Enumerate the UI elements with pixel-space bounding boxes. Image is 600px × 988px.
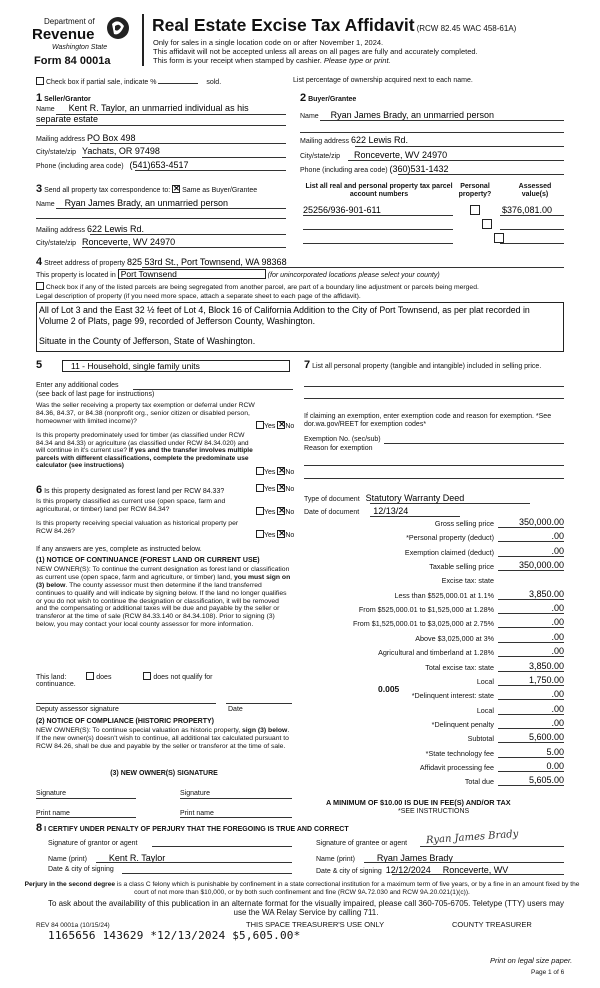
s5-q2b: If yes and the transfer involves multiple parcels with different classifications, complete the predominate use calculator (see instructions)	[36, 447, 253, 470]
owner-signature-2[interactable]	[180, 798, 292, 799]
s3-city-label: City/state/zip	[36, 240, 77, 247]
yes-label: Yes	[264, 423, 276, 430]
s5-q2a: Is this property predominately used for timber (as classified under RCW 84.34 and 84.33) or agriculture (as classified under RCW 84.34.020) and will continue in it's current use?	[36, 432, 249, 455]
s3-name-label: Name	[36, 201, 55, 208]
seller-city[interactable]: Yachats, OR 97498	[82, 146, 160, 156]
dept-line1: Department of	[44, 17, 95, 26]
s6-q1: Is this property designated as forest land per RCW 84.33?	[44, 488, 225, 495]
s4-located-label: This property is located in	[36, 272, 116, 279]
yes-label: Yes	[264, 509, 276, 516]
wa-logo-icon	[106, 14, 130, 44]
partial-sold-label: sold.	[206, 79, 222, 86]
yes-label: Yes	[264, 469, 276, 476]
s5-number: 5	[36, 359, 43, 371]
exemption-no-label: Exemption No. (sec/sub)	[304, 436, 381, 443]
notice2-c: . If the new owner(s) doesn't wish to continue, all additional tax calculated pursuant to RCW 84.26, shall be due and payable by the seller or transferor at the time of sale.	[36, 727, 290, 750]
deputy-date-label: Date	[228, 706, 243, 713]
calc-label: *State technology fee	[425, 748, 494, 758]
assessed-value-1[interactable]: $376,081.00	[502, 205, 553, 215]
grantor-signature-line[interactable]	[152, 846, 292, 847]
s4-check-text: Check box if any of the listed parcels are being segregated from another parcel, are part of a boundary line adjustment or parcels being merged.	[45, 284, 479, 291]
sig-label-1: Signature	[36, 790, 66, 797]
calc-value[interactable]: 3,850.00	[498, 589, 564, 600]
continuance-label: continuance.	[36, 681, 76, 688]
buyer-phone[interactable]: (360)531-1432	[389, 164, 449, 174]
calc-label: Affidavit processing fee	[419, 762, 494, 772]
form-title: Real Estate Excise Tax Affidavit	[152, 15, 415, 35]
calc-label: Less than $525,000.01 at 1.1%	[394, 590, 494, 600]
same-as-buyer-checkbox[interactable]	[172, 185, 180, 193]
document-date[interactable]: 12/13/24	[373, 506, 409, 516]
exemption-note: If claiming an exemption, enter exemption code and reason for exemption. *See dor.wa.gov/REET for exemption codes*	[304, 413, 552, 429]
s1-name-label: Name	[36, 106, 55, 113]
dor-logo	[30, 14, 130, 70]
calc-value[interactable]: .00	[498, 617, 564, 628]
correspondence-mail[interactable]: 622 Lewis Rd.	[86, 224, 145, 234]
grantee-sig-label: Signature of grantee or agent	[316, 840, 408, 847]
doc-date-label: Date of document	[304, 509, 360, 516]
calc-value[interactable]: 5,605.00	[498, 775, 564, 786]
document-type[interactable]: Statutory Warranty Deed	[365, 493, 465, 503]
no-label: No	[285, 532, 295, 539]
calc-label: *Personal property (deduct)	[406, 533, 494, 543]
calc-value[interactable]: 5.00	[498, 747, 564, 758]
property-street-address[interactable]: 825 53rd St., Port Townsend, WA 98368	[126, 257, 287, 267]
calc-value[interactable]: .00	[498, 603, 564, 614]
notice1-title: (1) NOTICE OF CONTINUANCE (FOREST LAND OR CURRENT USE)	[36, 557, 260, 564]
calc-label: *Delinquent interest: state	[411, 691, 494, 701]
legal-description-text: All of Lot 3 and the East 32 ½ feet of Lot 4, Block 16 of California Addition to the City of Port Townsend, as per plat recorded in Volume 2 of Plats, page 99, recorded of Jefferson County, Washington.	[39, 305, 530, 326]
s6-ifany: If any answers are yes, complete as instructed below.	[36, 546, 202, 553]
no-label: No	[285, 509, 295, 516]
assessed-header: Assessed value(s)	[518, 183, 552, 199]
personal-prop-checkbox-2[interactable]	[482, 219, 492, 229]
grantor-date-label: Date & city of signing	[48, 866, 114, 873]
s7-text: List all personal property (tangible and intangible) included in selling price.	[312, 363, 542, 370]
s3-same-label: Same as Buyer/Grantee	[182, 187, 258, 194]
no-label: No	[285, 486, 295, 493]
buyer-name[interactable]: Ryan James Brady, an unmarried person	[330, 110, 495, 120]
grantee-signature-line[interactable]	[420, 846, 564, 847]
county-treasurer-label: COUNTY TREASURER	[452, 920, 532, 929]
calc-value[interactable]: .00	[498, 632, 564, 643]
grantee-print-name[interactable]: Ryan James Brady	[376, 853, 453, 863]
calc-label: Exemption claimed (deduct)	[404, 547, 494, 557]
correspondence-city[interactable]: Ronceverte, WV 24970	[82, 237, 176, 247]
calc-value[interactable]: 1,750.00	[498, 675, 564, 686]
calc-label: From $1,525,000.01 to $3,025,000 at 2.75%	[352, 619, 494, 629]
s5-q2-yes[interactable]	[256, 467, 264, 475]
calc-label: Gross selling price	[434, 519, 494, 528]
s6-q1-yes[interactable]	[256, 484, 264, 492]
print-label-1: Print name	[36, 810, 70, 817]
print-label-2: Print name	[180, 810, 214, 817]
s1-number: 1	[36, 92, 43, 104]
s6-q1-no[interactable]	[277, 484, 285, 492]
perjury-text: is a class C felony which is punishable by confinement in a state correctional institution for a maximum term of five years, or by a fine in an amount fixed by the court of not more than $10,000, or by both such confinement and fine (RCW 9A.72.030 and RCW 9A.20.021(1)(c)).	[115, 881, 580, 896]
yes-label: Yes	[264, 532, 276, 539]
s6-q3: Is this property receiving special valuation as historical property per RCW 84.26?	[36, 520, 239, 535]
header-note3b: Please type or print.	[323, 56, 391, 65]
no-label: No	[285, 469, 295, 476]
alt-format-note: To ask about the availability of this publication in an alternate format for the visually impaired, please call 360-705-6705. Teletype (TTY) users may use the WA Relay Service by calling 711.	[47, 899, 565, 917]
calc-label: Local	[476, 676, 494, 686]
grantor-sig-label: Signature of grantor or agent	[48, 840, 138, 847]
seller-phone[interactable]: (541)653-4517	[129, 160, 189, 170]
grantor-print-name[interactable]: Kent R. Taylor	[108, 853, 166, 863]
header-note3: This form is your receipt when stamped by cashier.	[153, 56, 322, 65]
header-divider	[142, 14, 144, 66]
notice2-a: NEW OWNER(S): To continue special valuation as historic property,	[36, 727, 242, 734]
personal-prop-header: Personal property?	[458, 183, 492, 199]
notice2-b: sign (3) below	[242, 727, 288, 734]
s5-q1-yes[interactable]	[256, 421, 264, 429]
s8-number: 8	[36, 822, 43, 834]
grantee-date-label: Date & city of signing	[316, 868, 382, 875]
calc-label: Total excise tax: state	[425, 662, 494, 672]
grantee-city[interactable]: Ronceverte, WV	[442, 865, 509, 875]
deputy-label: Deputy assessor signature	[36, 706, 119, 713]
seller-mailing-address[interactable]: PO Box 498	[86, 133, 136, 143]
land-does-label: does	[96, 674, 112, 681]
s6-q2: Is this property classified as current use (open space, farm and agricultural, or timber) land per RCW 84.34?	[36, 498, 226, 513]
s6-q2-yes[interactable]	[256, 507, 264, 515]
deputy-signature-line[interactable]	[36, 703, 216, 704]
s4-number: 4	[36, 256, 43, 268]
s5-q1-no[interactable]	[277, 421, 285, 429]
calc-label: From $525,000.01 to $1,525,000 at 1.28%	[358, 605, 494, 615]
calc-label: Above $3,025,000 at 3%	[415, 633, 494, 643]
location-select[interactable]: Port Townsend	[118, 269, 266, 279]
land-does-checkbox[interactable]	[86, 672, 94, 680]
see-instructions: *SEE INSTRUCTIONS	[398, 808, 470, 815]
partial-sale-checkbox[interactable]	[36, 77, 44, 85]
grantee-signature: Ryan James Brady	[425, 828, 519, 847]
minimum-due-note: A MINIMUM OF $10.00 IS DUE IN FEE(S) AND/OR TAX	[326, 798, 511, 807]
s2-name-label: Name	[300, 113, 319, 120]
calc-label: Taxable selling price	[429, 562, 494, 572]
s2-mail-label: Mailing address	[300, 138, 350, 145]
s5-q1: Was the seller receiving a property tax exemption or deferral under RCW 84.36, 84.37, or 84.38 (nonprofit org., senior citizen or disabled person, homeowner with limited income)?	[36, 402, 255, 425]
grantor-date-line[interactable]	[122, 873, 292, 874]
s5-q2-no[interactable]	[277, 467, 285, 475]
calc-value[interactable]: 350,000.00	[498, 517, 564, 528]
deputy-date-line[interactable]	[226, 703, 292, 704]
partial-percent-field[interactable]	[158, 83, 198, 84]
land-not-qualify-label: does not qualify for	[153, 674, 213, 681]
grantee-name-label: Name (print)	[316, 856, 355, 863]
s1-mail-label: Mailing address	[36, 136, 86, 143]
s6-q2-no[interactable]	[277, 507, 285, 515]
s1-city-label: City/state/zip	[36, 149, 77, 156]
header-note2: This affidavit will not be accepted unless all areas on all pages are fully and accurately completed.	[153, 47, 478, 56]
s1-phone-label: Phone (including area code)	[36, 163, 124, 170]
legal-description-box[interactable]	[36, 302, 564, 352]
add-codes-label: Enter any additional codes	[36, 382, 119, 389]
reason-label: Reason for exemption	[304, 445, 373, 452]
calc-value[interactable]: .00	[498, 546, 564, 557]
s2-phone-label: Phone (including area code)	[300, 167, 388, 174]
legal-desc-label: Legal description of property (if you need more space, attach a separate sheet to each page of the affidavit).	[36, 293, 361, 300]
sig-label-2: Signature	[180, 790, 210, 797]
notice1-a: NEW OWNER(S): To continue the current designation as forest land or classification as current use (open space, farm and agriculture, or timber) land,	[36, 566, 290, 581]
parcel-number-1[interactable]: 25256/936-901-611	[303, 205, 381, 215]
segregated-checkbox[interactable]	[36, 282, 44, 290]
calc-value[interactable]: 3,850.00	[498, 661, 564, 672]
dept-line3: Washington State	[52, 44, 108, 51]
s7-number: 7	[304, 359, 311, 371]
notice1-b: you must sign on (3) below	[36, 573, 291, 589]
legal-description-situate: Situate in the County of Jefferson, State of Washington.	[39, 335, 256, 346]
partial-sale-label: Check box if partial sale, indicate %	[45, 79, 157, 86]
s3-number: 3	[36, 183, 43, 195]
calc-value[interactable]: 0.00	[498, 761, 564, 772]
owner-signature-1[interactable]	[36, 798, 136, 799]
s3-mail-label: Mailing address	[36, 227, 86, 234]
page-number: Page 1 of 6	[531, 969, 565, 976]
notice1-c: . The county assessor must then determine if the land transferred continues to qualify and will indicate by signing below. If the land no longer qualifies or you do not wish to continue the designation or classification, it will be removed and the compensating or additional taxes will be due and payable by the seller or transferor at the time of sale (RCW 84.33.140 or 84.34.108). Prior to signing (3) below, you may contact your local county assessor for more information.	[36, 581, 287, 629]
ownership-note: List percentage of ownership acquired next to each name.	[293, 77, 473, 84]
calc-value[interactable]: .00	[498, 704, 564, 715]
calc-label: Subtotal	[467, 734, 494, 744]
correspondence-name[interactable]: Ryan James Brady, an unmarried person	[64, 198, 229, 208]
add-codes-note: (see back of last page for instructions)	[36, 391, 155, 398]
buyer-city[interactable]: Ronceverte, WV 24970	[354, 150, 448, 160]
calc-label: Agricultural and timberland at 1.28%	[378, 648, 494, 658]
s6-number: 6	[36, 484, 43, 496]
s4-located-note: (for unincorporated locations please select your county)	[267, 272, 440, 279]
grantor-name-label: Name (print)	[48, 856, 87, 863]
s2-city-label: City/state/zip	[300, 153, 341, 160]
rev-number: REV 84 0001a (10/15/24)	[36, 922, 110, 929]
calc-value[interactable]: .00	[498, 689, 564, 700]
personal-prop-checkbox-3[interactable]	[494, 233, 504, 243]
s4-street-label: Street address of property	[44, 260, 126, 267]
calc-value[interactable]: .00	[498, 531, 564, 542]
dept-line2: Revenue	[32, 26, 95, 43]
form-rcw: (RCW 82.45 WAC 458-61A)	[416, 24, 517, 33]
s6-q3-no[interactable]	[277, 530, 285, 538]
calc-label: Local	[476, 705, 494, 715]
form-number: Form 84 0001a	[34, 55, 111, 67]
treasurer-use-label: THIS SPACE TREASURER'S USE ONLY	[246, 920, 385, 929]
buyer-mailing-address[interactable]: 622 Lewis Rd.	[350, 135, 409, 145]
local-rate: 0.005	[378, 684, 400, 694]
s1-title: Seller/Grantor	[44, 96, 91, 103]
land-not-qualify-checkbox[interactable]	[143, 672, 151, 680]
notice2-title: (2) NOTICE OF COMPLIANCE (HISTORIC PROPERTY)	[36, 718, 214, 725]
s6-q3-yes[interactable]	[256, 530, 264, 538]
cashier-stamp: 1165656 143629 *12/13/2024 $5,605.00*	[48, 929, 301, 942]
calc-label: *Delinquent penalty	[431, 719, 494, 729]
legal-paper-note: Print on legal size paper.	[490, 956, 573, 965]
parcel-header: List all real and personal property tax parcel account numbers	[305, 183, 453, 199]
s8-title: I CERTIFY UNDER PENALTY OF PERJURY THAT THE FOREGOING IS TRUE AND CORRECT	[44, 826, 349, 833]
notice3-title: (3) NEW OWNER(S) SIGNATURE	[110, 770, 218, 777]
header-note1: Only for sales in a single location code on or after November 1, 2024.	[153, 38, 384, 47]
calc-value[interactable]: 350,000.00	[498, 560, 564, 571]
doc-type-label: Type of document	[304, 496, 360, 503]
personal-prop-checkbox-1[interactable]	[470, 205, 480, 215]
no-label: No	[285, 423, 295, 430]
calc-label: Excise tax: state	[441, 576, 494, 586]
calc-label: Total due	[464, 777, 494, 787]
s2-title: Buyer/Grantee	[308, 96, 357, 103]
calc-value[interactable]: .00	[498, 718, 564, 729]
seller-name-line2[interactable]: separate estate	[36, 114, 99, 124]
seller-name-line1[interactable]: Kent R. Taylor, an unmarried individual as his	[68, 103, 249, 113]
s3-label: Send all property tax correspondence to:	[44, 187, 171, 194]
grantee-date[interactable]: 12/12/2024	[385, 865, 431, 875]
calc-value[interactable]: 5,600.00	[498, 732, 564, 743]
yes-label: Yes	[264, 486, 276, 493]
perjury-bold: Perjury in the second degree	[24, 881, 116, 888]
calc-value[interactable]: .00	[498, 646, 564, 657]
land-use-select[interactable]: 11 - Household, single family units	[62, 360, 290, 372]
this-land-label: This land:	[36, 674, 67, 681]
s2-number: 2	[300, 92, 307, 104]
